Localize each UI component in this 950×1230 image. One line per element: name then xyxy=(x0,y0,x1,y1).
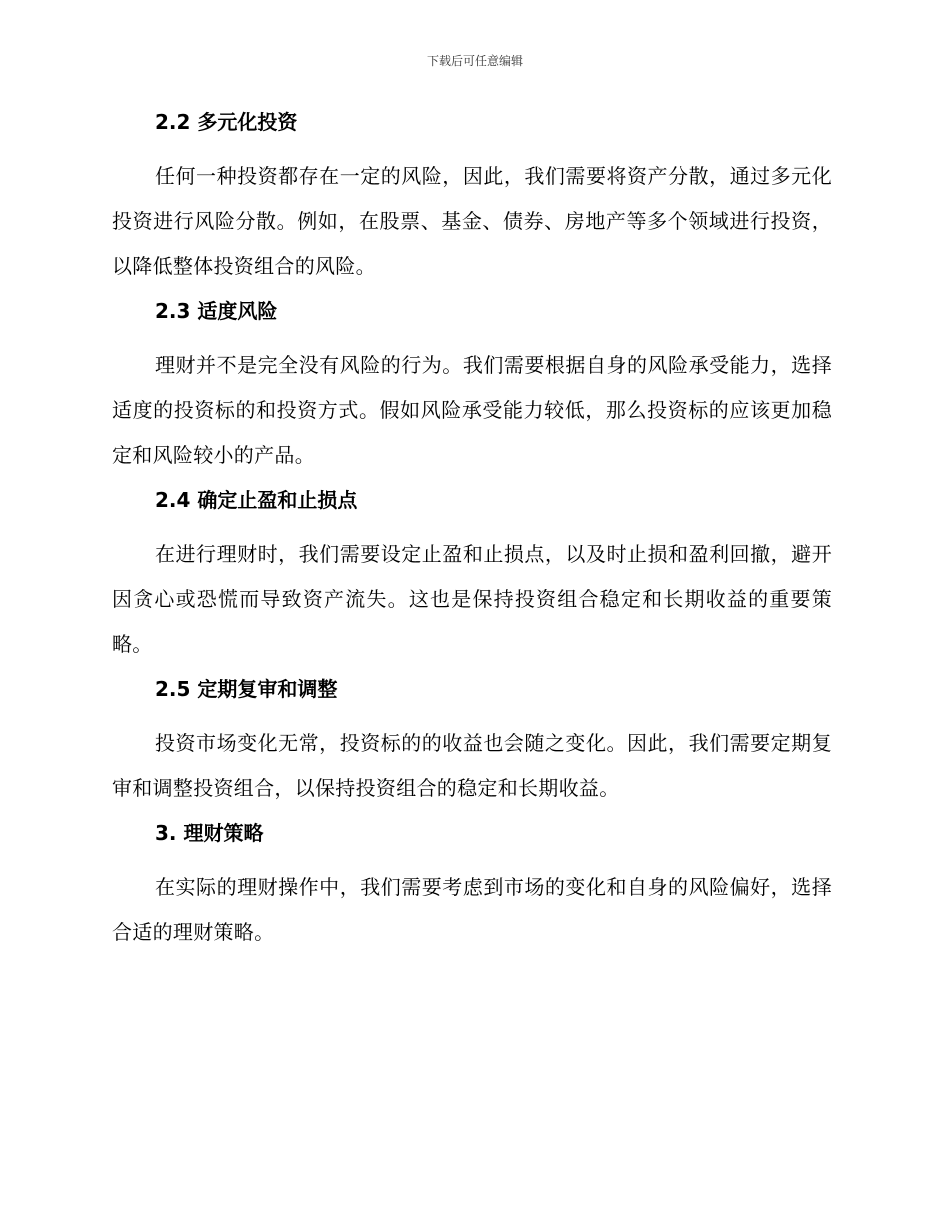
section-paragraph: 在进行理财时，我们需要设定止盈和止损点，以及时止损和盈利回撤，避开因贪心或恐慌而导致资产流失。这也是保持投资组合稳定和长期收益的重要策略。 xyxy=(112,542,832,656)
section-heading: 3. 理财策略 xyxy=(155,821,264,845)
page-header: 下载后可任意编辑 xyxy=(426,54,523,68)
document-body xyxy=(112,108,832,955)
section-paragraph: 在实际的理财操作中，我们需要考虑到市场的变化和自身的风险偏好，选择合适的理财策略。 xyxy=(112,875,832,944)
section-2-3 xyxy=(112,297,832,478)
section-2-5 xyxy=(112,675,832,811)
section-3 xyxy=(112,819,832,955)
section-heading: 2.4 确定止盈和止损点 xyxy=(155,488,358,512)
section-heading: 2.2 多元化投资 xyxy=(155,110,298,134)
section-paragraph: 任何一种投资都存在一定的风险，因此，我们需要将资产分散，通过多元化投资进行风险分散。例如，在股票、基金、债券、房地产等多个领域进行投资，以降低整体投资组合的风险。 xyxy=(112,164,832,278)
section-heading: 2.3 适度风险 xyxy=(155,299,278,323)
section-paragraph: 理财并不是完全没有风险的行为。我们需要根据自身的风险承受能力，选择适度的投资标的和投资方式。假如风险承受能力较低，那么投资标的应该更加稳定和风险较小的产品。 xyxy=(112,353,832,467)
section-2-4 xyxy=(112,486,832,667)
section-heading: 2.5 定期复审和调整 xyxy=(155,677,338,701)
section-2-2 xyxy=(112,108,832,289)
section-paragraph: 投资市场变化无常，投资标的的收益也会随之变化。因此，我们需要定期复审和调整投资组合，以保持投资组合的稳定和长期收益。 xyxy=(112,731,832,800)
